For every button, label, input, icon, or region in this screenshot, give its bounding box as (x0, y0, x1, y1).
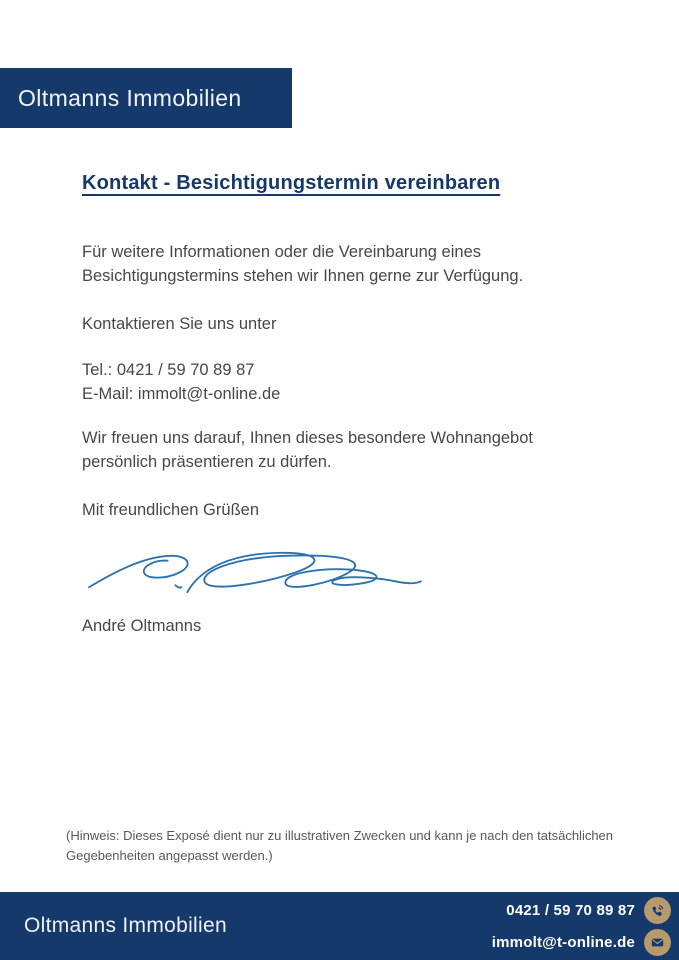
envelope-icon (644, 929, 671, 956)
intro-paragraph: Für weitere Informationen oder die Vereinbarung eines Besichtigungstermins stehen wir Ihnen gerne zur Verfügung. (82, 243, 524, 285)
signature-image (82, 546, 427, 600)
phone-line: Tel.: 0421 / 59 70 89 87 (82, 361, 255, 379)
signer-name: André Oltmanns (82, 617, 202, 635)
footer-phone-row (492, 897, 671, 924)
page-title: Kontakt - Besichtigungstermin vereinbaren (82, 172, 501, 194)
footer-brand-name: Oltmanns Immobilien (24, 914, 227, 937)
email-line: E-Mail: immolt@t-online.de (82, 385, 281, 403)
brand-banner (0, 68, 292, 128)
footer-email-row (492, 929, 671, 956)
disclaimer-footnote: (Hinweis: Dieses Exposé dient nur zu illustrativen Zwecken und kann je nach den tatsächlichen Gegebenheiten angepasst werden.) (66, 828, 614, 863)
brand-name: Oltmanns Immobilien (18, 84, 242, 111)
footer-email-address: immolt@t-online.de (491, 933, 635, 951)
letter-content (82, 170, 604, 638)
footer-phone-number: 0421 / 59 70 89 87 (506, 901, 635, 919)
footer-contact-block (492, 897, 671, 956)
closing-paragraph: Wir freuen uns darauf, Ihnen dieses besondere Wohnangebot persönlich präsentieren zu dürfen. (82, 429, 533, 471)
phone-icon (644, 897, 671, 924)
contact-prompt: Kontaktieren Sie uns unter (82, 315, 277, 333)
contact-details (82, 358, 604, 406)
footer-bar (0, 892, 679, 960)
regards-line: Mit freundlichen Grüßen (82, 501, 259, 519)
